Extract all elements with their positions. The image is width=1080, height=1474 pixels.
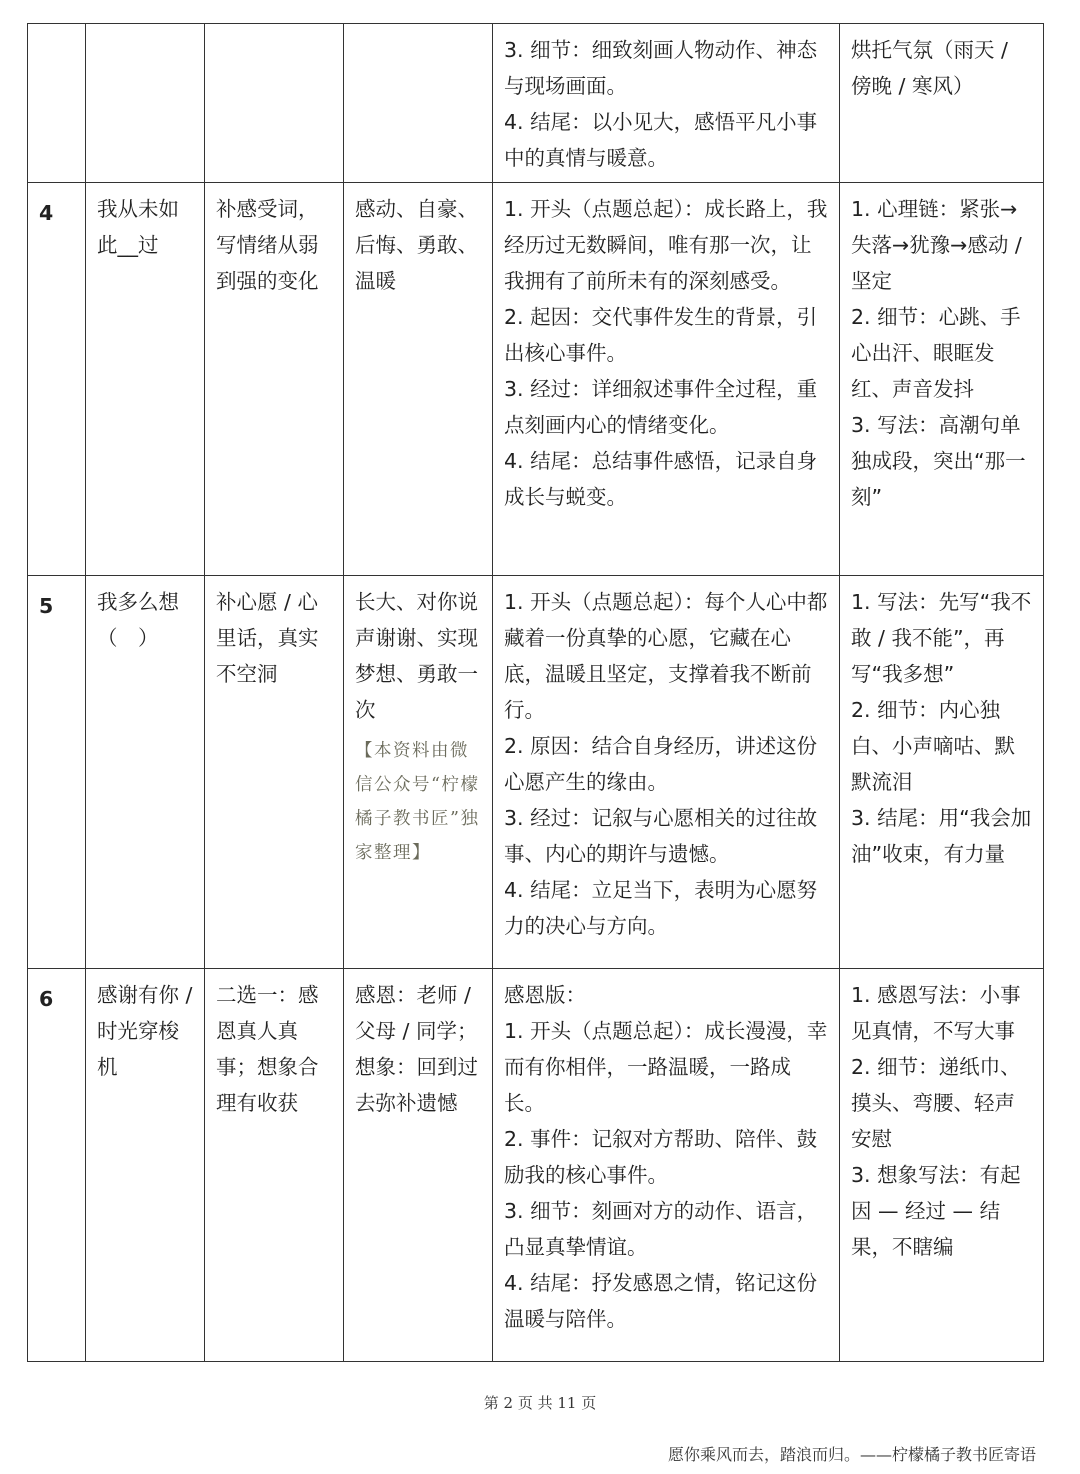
outline-line: 3. 细节：细致刻画人物动作、神态与现场画面。 [504,38,818,98]
cell-num: 6 [28,969,86,1362]
topic-line: 我多么想（ ） [97,590,179,650]
cell-tech [840,183,1044,576]
table-row [28,969,1044,1362]
outline-line: 3. 经过：详细叙述事件全过程，重点刻画内心的情绪变化。 [504,377,818,437]
tip-line: 二选一：感恩真人真事；想象合理有收获 [216,983,319,1115]
source-note: 【本资料由微信公众号“柠檬橘子教书匠”独家整理】 [355,741,480,863]
outline-line: 3. 经过：记叙与心愿相关的过往故事、内心的期许与遗憾。 [504,806,818,866]
outline-line: 2. 原因：结合自身经历，讲述这份心愿产生的缘由。 [504,734,818,794]
cell-words [344,969,493,1362]
cell-tech [840,576,1044,969]
outline-line: 1. 开头（点题总起）：成长路上，我经历过无数瞬间，唯有那一次，让我拥有了前所未有的深刻感受。 [504,197,828,293]
tech-line: 3. 想象写法：有起因 — 经过 — 结果，不瞎编 [851,1163,1021,1259]
tech-line: 1. 写法：先写“我不敢 / 我不能”，再写“我多想” [851,590,1032,686]
tech-line: 3. 写法：高潮句单独成段，突出“那一刻” [851,413,1026,509]
cell-num [28,24,86,183]
cell-outline [493,576,840,969]
cell-topic [86,576,205,969]
tech-line: 1. 感恩写法：小事见真情，不写大事 [851,983,1021,1043]
table-row [28,576,1044,969]
tip-line: 补感受词，写情绪从弱到强的变化 [216,197,319,293]
cell-topic [86,183,205,576]
cell-tip [205,576,344,969]
cell-words [344,183,493,576]
outline-line: 4. 结尾：总结事件感悟，记录自身成长与蜕变。 [504,449,818,509]
table-row [28,24,1044,183]
outline-line: 感恩版： [504,983,586,1007]
cell-tech [840,969,1044,1362]
tech-line: 3. 结尾：用“我会加油”收束，有力量 [851,806,1032,866]
cell-outline [493,969,840,1362]
outline-line: 1. 开头（点题总起）：成长漫漫，幸而有你相伴，一路温暖，一路成长。 [504,1019,828,1115]
cell-tip [205,24,344,183]
table-body [28,24,1044,1362]
cell-topic [86,969,205,1362]
tech-line: 1. 心理链：紧张→失落→犹豫→感动 / 坚定 [851,197,1022,293]
cell-outline [493,24,840,183]
outline-line: 1. 开头（点题总起）：每个人心中都藏着一份真挚的心愿，它藏在心底，温暖且坚定，支撑着我不断前行。 [504,590,828,722]
cell-topic [86,24,205,183]
tip-line: 补心愿 / 心里话，真实不空洞 [216,590,319,686]
outline-line: 2. 事件：记叙对方帮助、陪伴、鼓励我的核心事件。 [504,1127,818,1187]
tech-line: 2. 细节：递纸巾、摸头、弯腰、轻声安慰 [851,1055,1021,1151]
tech-line: 2. 细节：心跳、手心出汗、眼眶发红、声音发抖 [851,305,1021,401]
cell-words [344,576,493,969]
cell-tip [205,183,344,576]
essay-outline-table [27,23,1044,1362]
topic-line: 我从未如此__过 [97,197,179,257]
cell-words [344,24,493,183]
cell-tip [205,969,344,1362]
words-line: 长大、对你说声谢谢、实现梦想、勇敢一次 [355,590,478,722]
outline-line: 4. 结尾：以小见大，感悟平凡小事中的真情与暖意。 [504,110,818,170]
cell-outline [493,183,840,576]
cell-tech [840,24,1044,183]
outline-line: 4. 结尾：抒发感恩之情，铭记这份温暖与陪伴。 [504,1271,818,1331]
tech-line: 烘托气氛（雨天 / 傍晚 / 寒风） [851,38,1008,98]
tech-line: 2. 细节：内心独白、小声嘀咕、默默流泪 [851,698,1015,794]
words-line: 感恩：老师 / 父母 / 同学；想象：回到过去弥补遗憾 [355,983,478,1115]
words-line: 感动、自豪、后悔、勇敢、温暖 [355,197,478,293]
topic-line: 感谢有你 / 时光穿梭机 [97,983,193,1079]
outline-line: 4. 结尾：立足当下，表明为心愿努力的决心与方向。 [504,878,818,938]
outline-line: 3. 细节：刻画对方的动作、语言，凸显真挚情谊。 [504,1199,818,1259]
cell-num: 5 [28,576,86,969]
table-row [28,183,1044,576]
outline-line: 2. 起因：交代事件发生的背景，引出核心事件。 [504,305,818,365]
cell-num: 4 [28,183,86,576]
footer-quote: 愿你乘风而去，踏浪而归。——柠檬橘子教书匠寄语 [667,1445,1036,1464]
page-number: 第 2 页 共 11 页 [483,1394,597,1412]
